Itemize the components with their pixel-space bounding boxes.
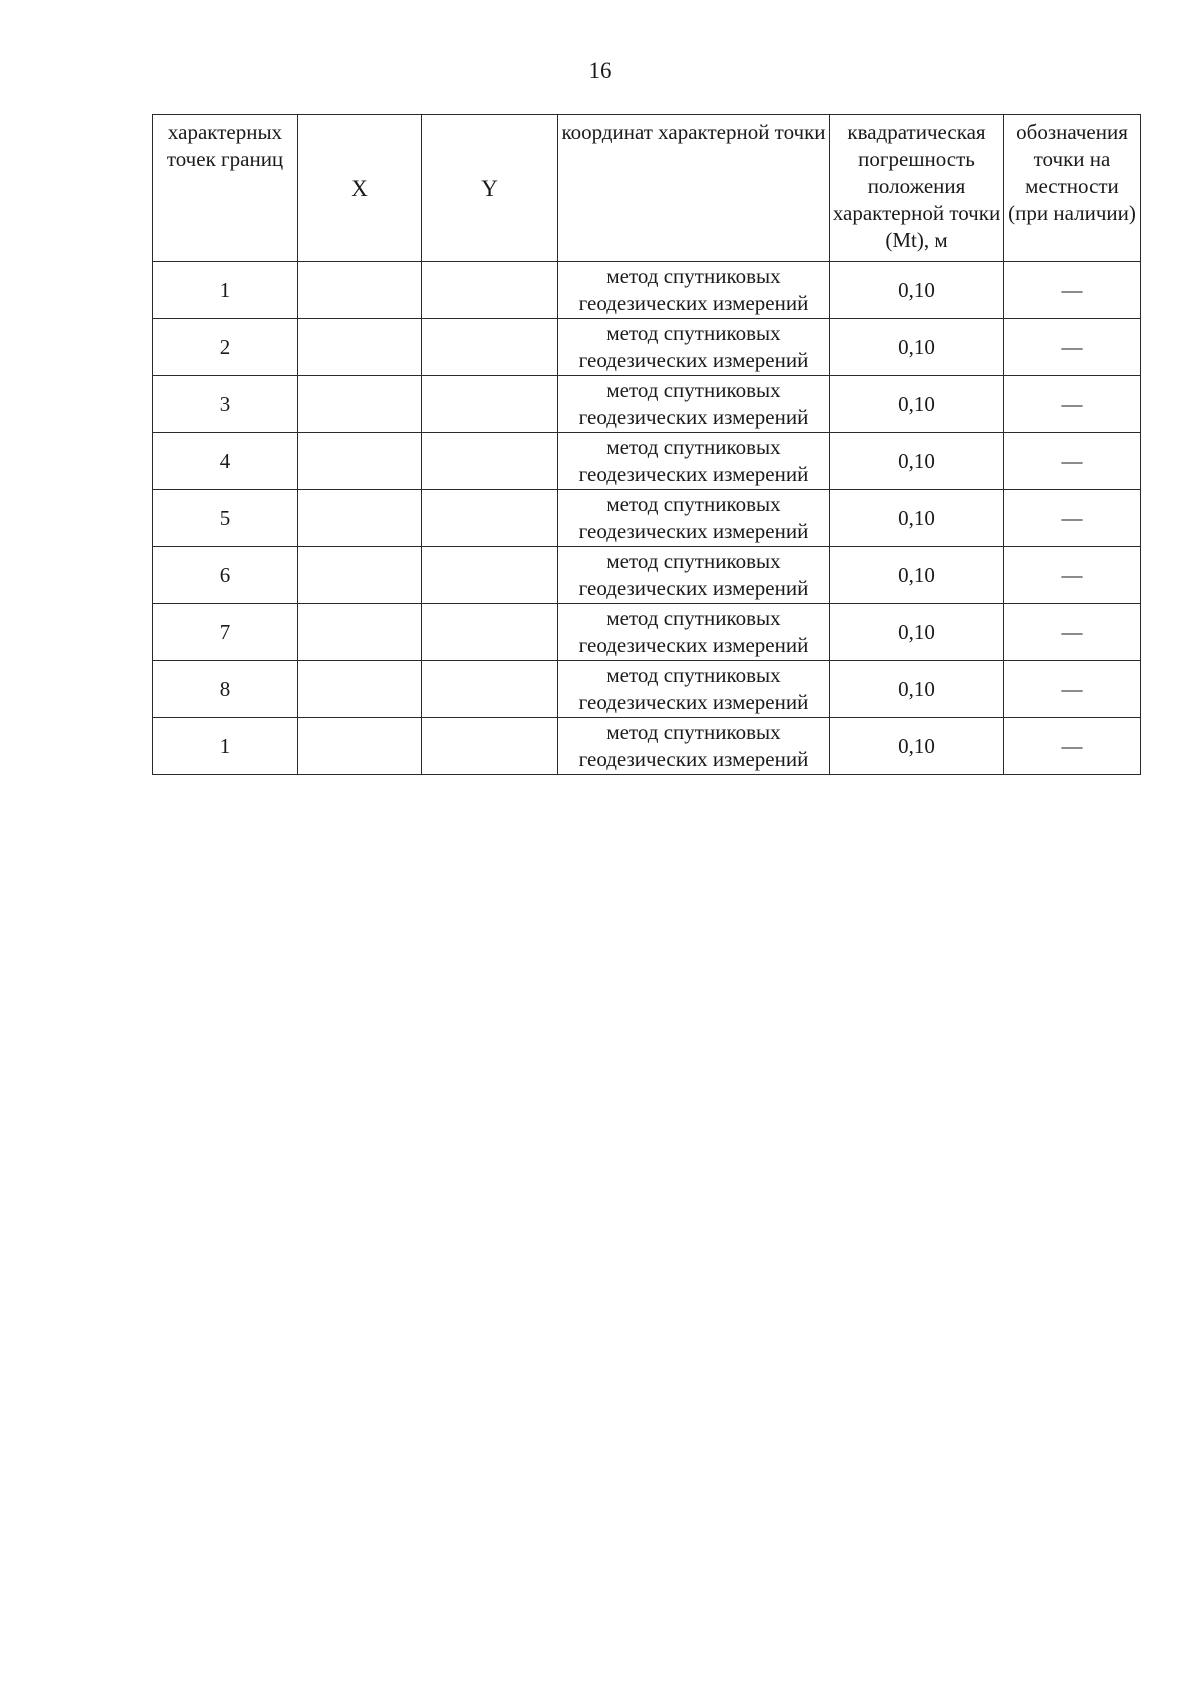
point-cell: 8 xyxy=(153,661,298,718)
point-cell: 5 xyxy=(153,490,298,547)
x-cell xyxy=(298,262,422,319)
method-line-2: геодезических измерений xyxy=(578,633,809,657)
method-line-1: метод спутниковых xyxy=(606,321,781,345)
point-cell: 2 xyxy=(153,319,298,376)
marking-cell: — xyxy=(1004,661,1141,718)
method-line-2: геодезических измерений xyxy=(578,747,809,771)
method-cell xyxy=(558,718,830,775)
page-number: 16 xyxy=(588,58,612,83)
method-line-2: геодезических измерений xyxy=(578,690,809,714)
method-line-1: метод спутниковых xyxy=(606,378,781,402)
point-cell: 1 xyxy=(153,262,298,319)
point-cell: 4 xyxy=(153,433,298,490)
table-row xyxy=(153,718,1141,775)
method-line-1: метод спутниковых xyxy=(606,264,781,288)
marking-cell: — xyxy=(1004,604,1141,661)
marking-cell: — xyxy=(1004,376,1141,433)
x-cell xyxy=(298,433,422,490)
method-cell xyxy=(558,433,830,490)
method-cell xyxy=(558,490,830,547)
method-cell xyxy=(558,604,830,661)
method-cell xyxy=(558,661,830,718)
marking-cell: — xyxy=(1004,490,1141,547)
table-row xyxy=(153,262,1141,319)
header-x: X xyxy=(298,115,422,262)
table-row xyxy=(153,604,1141,661)
error-cell: 0,10 xyxy=(830,376,1004,433)
y-cell xyxy=(422,433,558,490)
method-line-1: метод спутниковых xyxy=(606,549,781,573)
point-cell: 7 xyxy=(153,604,298,661)
method-line-1: метод спутниковых xyxy=(606,492,781,516)
method-cell xyxy=(558,547,830,604)
error-cell: 0,10 xyxy=(830,433,1004,490)
method-line-2: геодезических измерений xyxy=(578,462,809,486)
method-line-2: геодезических измерений xyxy=(578,291,809,315)
x-cell xyxy=(298,376,422,433)
y-cell xyxy=(422,547,558,604)
table-row xyxy=(153,490,1141,547)
point-cell: 6 xyxy=(153,547,298,604)
y-cell xyxy=(422,262,558,319)
y-cell xyxy=(422,604,558,661)
error-cell: 0,10 xyxy=(830,604,1004,661)
x-cell xyxy=(298,319,422,376)
y-cell xyxy=(422,376,558,433)
y-cell xyxy=(422,661,558,718)
header-y: Y xyxy=(422,115,558,262)
point-cell: 1 xyxy=(153,718,298,775)
method-line-2: геодезических измерений xyxy=(578,348,809,372)
header-marking: обозначения точки на местности (при наличии) xyxy=(1004,115,1141,262)
method-line-2: геодезических измерений xyxy=(578,519,809,543)
point-cell: 3 xyxy=(153,376,298,433)
error-cell: 0,10 xyxy=(830,547,1004,604)
y-cell xyxy=(422,319,558,376)
table-row xyxy=(153,433,1141,490)
x-cell xyxy=(298,661,422,718)
error-cell: 0,10 xyxy=(830,718,1004,775)
header-error: квадратическая погрешность положения характерной точки (Mt), м xyxy=(830,115,1004,262)
marking-cell: — xyxy=(1004,319,1141,376)
method-line-1: метод спутниковых xyxy=(606,435,781,459)
method-line-1: метод спутниковых xyxy=(606,663,781,687)
method-cell xyxy=(558,376,830,433)
error-cell: 0,10 xyxy=(830,661,1004,718)
x-cell xyxy=(298,490,422,547)
table-row xyxy=(153,376,1141,433)
x-cell xyxy=(298,718,422,775)
error-cell: 0,10 xyxy=(830,262,1004,319)
coordinates-table xyxy=(152,114,1141,775)
error-cell: 0,10 xyxy=(830,319,1004,376)
y-cell xyxy=(422,718,558,775)
method-line-2: геодезических измерений xyxy=(578,576,809,600)
x-cell xyxy=(298,547,422,604)
method-cell xyxy=(558,262,830,319)
header-method: координат характерной точки xyxy=(558,115,830,262)
method-line-2: геодезических измерений xyxy=(578,405,809,429)
x-cell xyxy=(298,604,422,661)
marking-cell: — xyxy=(1004,433,1141,490)
error-cell: 0,10 xyxy=(830,490,1004,547)
marking-cell: — xyxy=(1004,718,1141,775)
table-row xyxy=(153,319,1141,376)
method-line-1: метод спутниковых xyxy=(606,720,781,744)
header-point: характерных точек границ xyxy=(153,115,298,262)
table-row xyxy=(153,547,1141,604)
table-header-row xyxy=(153,115,1141,262)
marking-cell: — xyxy=(1004,262,1141,319)
marking-cell: — xyxy=(1004,547,1141,604)
y-cell xyxy=(422,490,558,547)
method-line-1: метод спутниковых xyxy=(606,606,781,630)
method-cell xyxy=(558,319,830,376)
table-row xyxy=(153,661,1141,718)
